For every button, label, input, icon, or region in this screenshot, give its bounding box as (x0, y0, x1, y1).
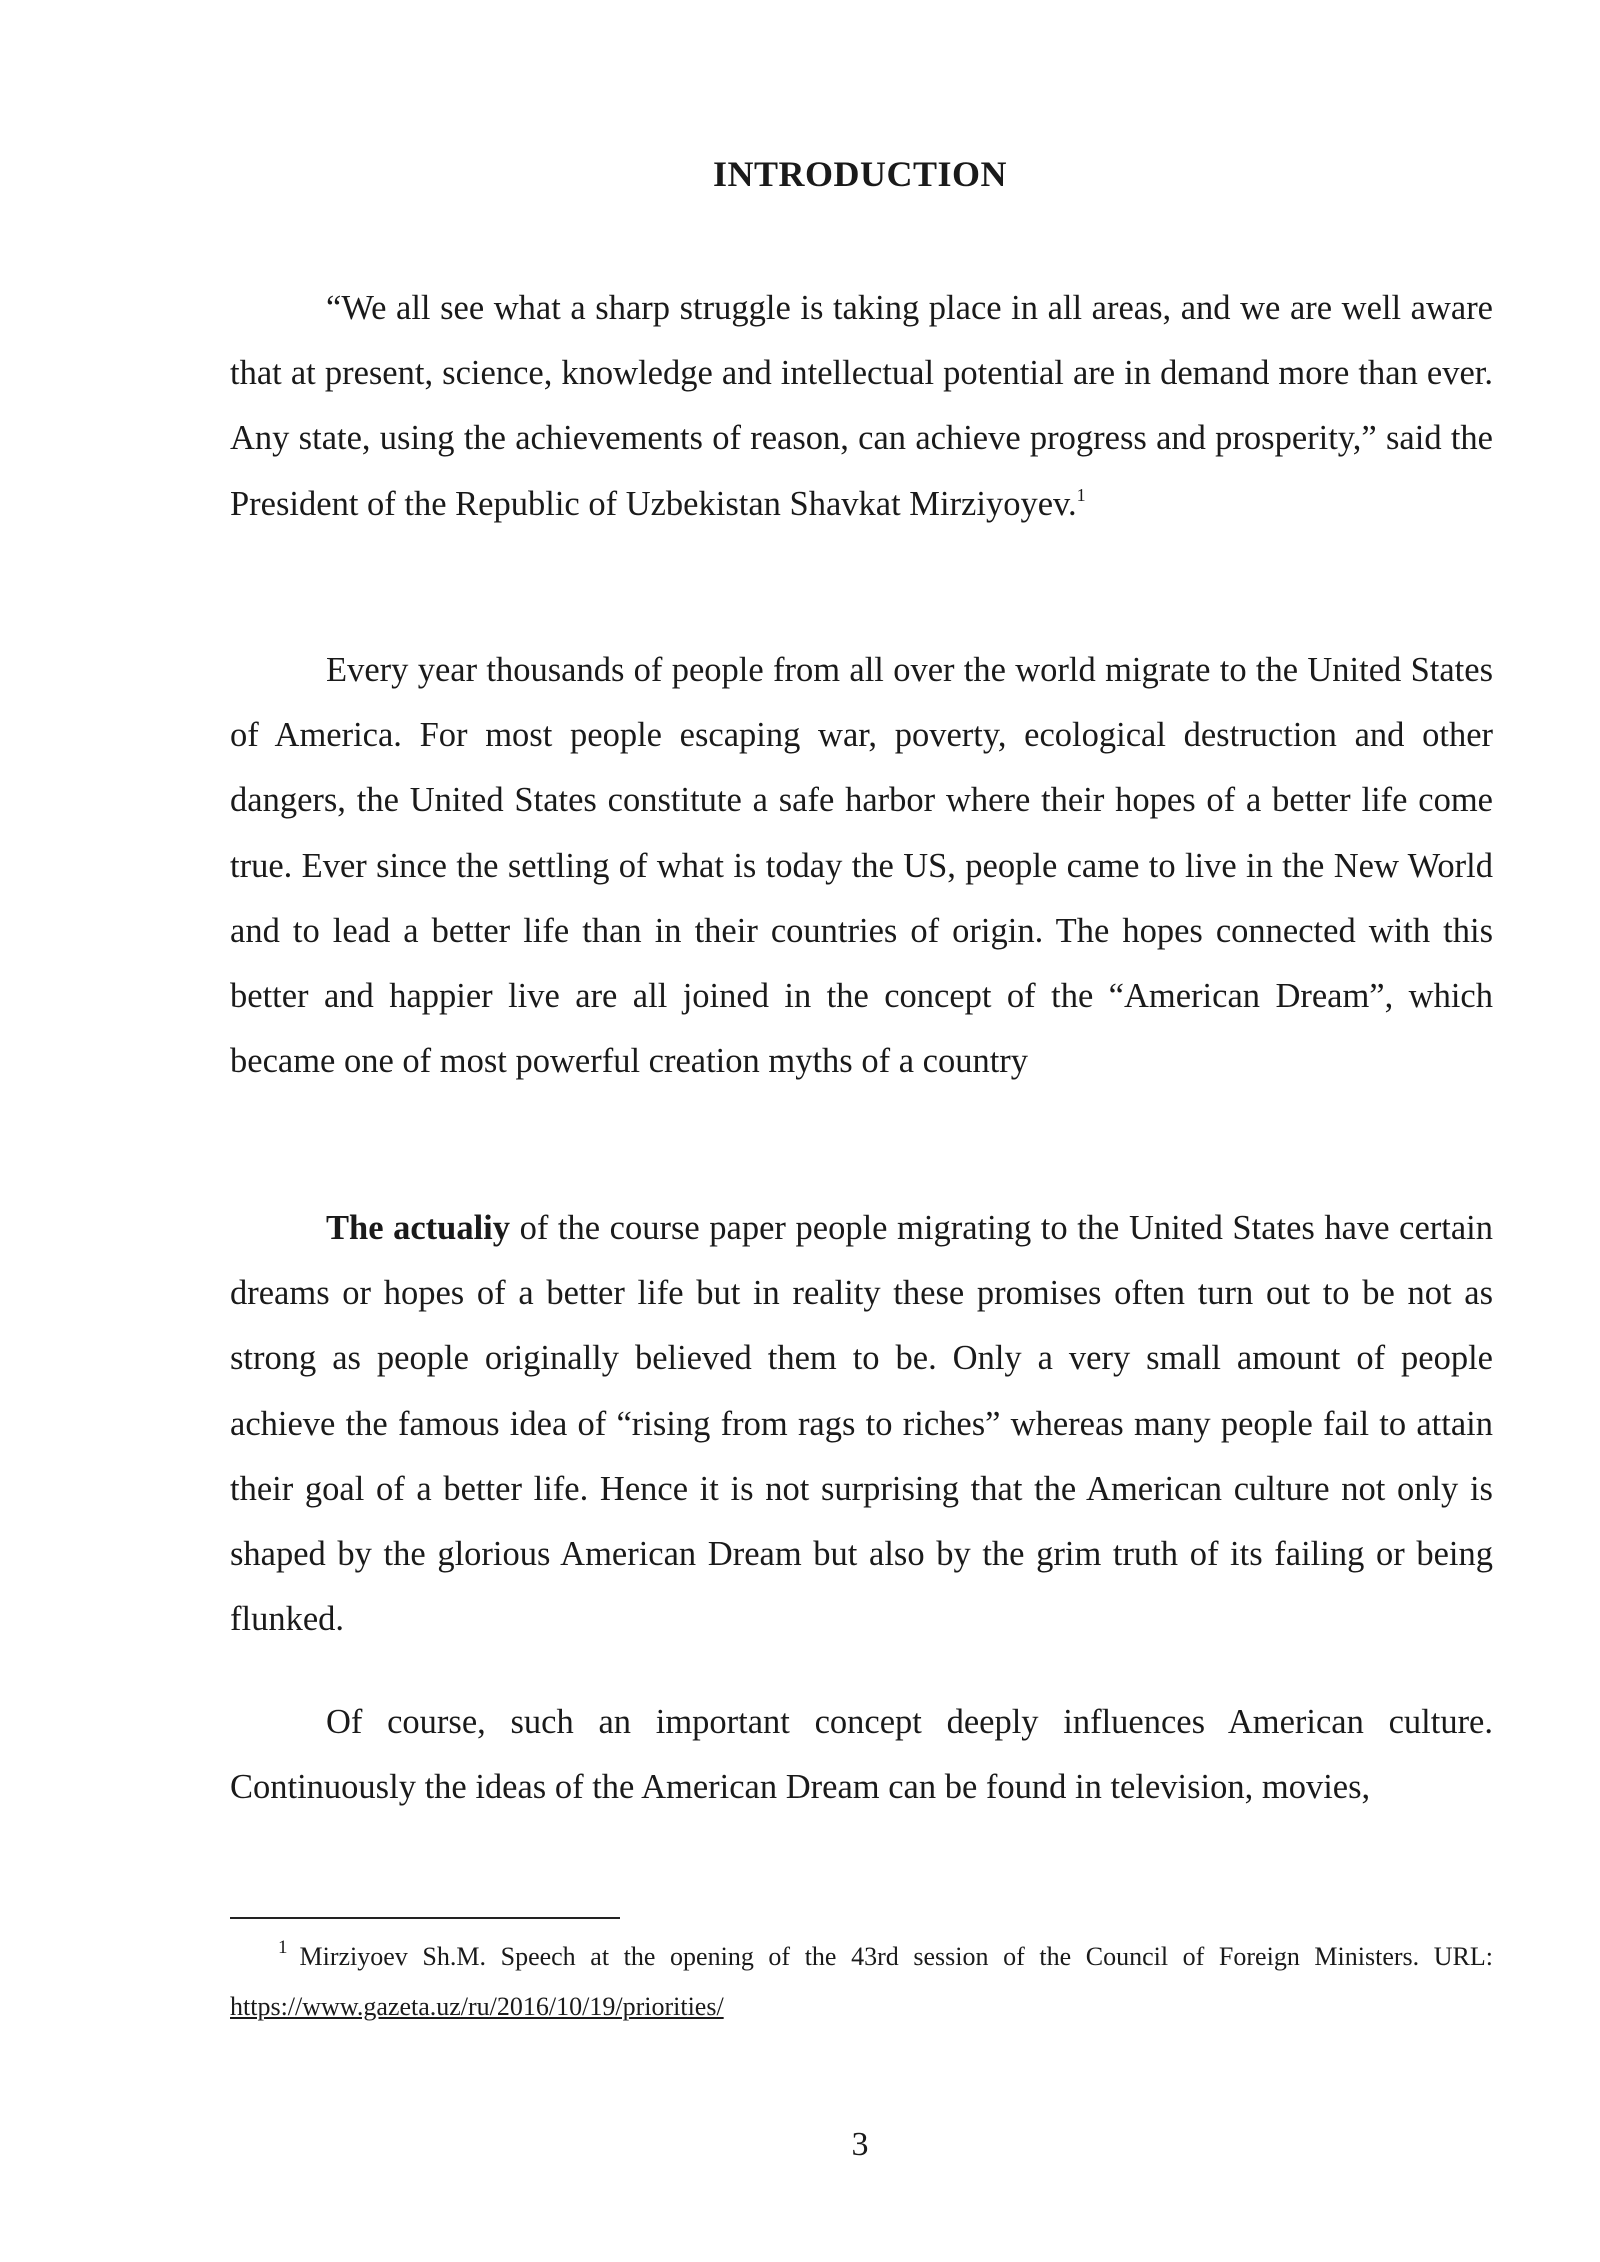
footnote-reference[interactable]: 1 (1076, 484, 1086, 505)
footnote (230, 1932, 1493, 2032)
page-number: 3 (851, 2126, 869, 2163)
paragraph-quote (230, 276, 1493, 537)
footnote-marker: 1 (278, 1937, 288, 1958)
paragraph-text: Of course, such an important concept deeply influences American culture. Continuously the ideas of the American Dream can be found in television, movies, (230, 1703, 1493, 1807)
footnote-link[interactable]: https://www.gazeta.uz/ru/2016/10/19/priorities/ (230, 1992, 724, 2021)
paragraph-migration (230, 638, 1493, 1094)
paragraph-actuality (230, 1196, 1493, 1652)
paragraph-bold-lead: The actualiy (326, 1209, 511, 1247)
paragraph-text: of the course paper people migrating to the United States have certain dreams or hopes of a better life but in reality these promises often turn out to be not as strong as people originally believed them to be. Only a very small amount of people achieve the famous idea of “rising from rags to riches” whereas many people fail to attain their goal of a better life. Hence it is not surprising that the American culture not only is shaped by the glorious American Dream but also by the grim truth of its failing or being flunked. (230, 1209, 1493, 1639)
paragraph-culture (230, 1690, 1493, 1820)
section-heading: INTRODUCTION (712, 154, 1008, 194)
paragraph-text: “We all see what a sharp struggle is taking place in all areas, and we are well aware that at present, science, knowledge and intellectual potential are in demand more than ever. Any state, using the achievements of reason, can achieve progress and prosperity,” said the President of the Republic of Uzbekistan Shavkat Mirziyoyev. (230, 289, 1493, 523)
paragraph-text: Every year thousands of people from all over the world migrate to the United States of America. For most people escaping war, poverty, ecological destruction and other dangers, the United States constitute a safe harbor where their hopes of a better life come true. Ever since the settling of what is today the US, people came to live in the New World and to lead a better life than in their countries of origin. The hopes connected with this better and happier live are all joined in the concept of the “American Dream”, which became one of most powerful creation myths of a country (230, 651, 1493, 1081)
footnote-text: Mirziyoev Sh.M. Speech at the opening of the 43rd session of the Council of Foreign Ministers. URL: (299, 1942, 1493, 1971)
footnote-divider (230, 1917, 620, 1919)
